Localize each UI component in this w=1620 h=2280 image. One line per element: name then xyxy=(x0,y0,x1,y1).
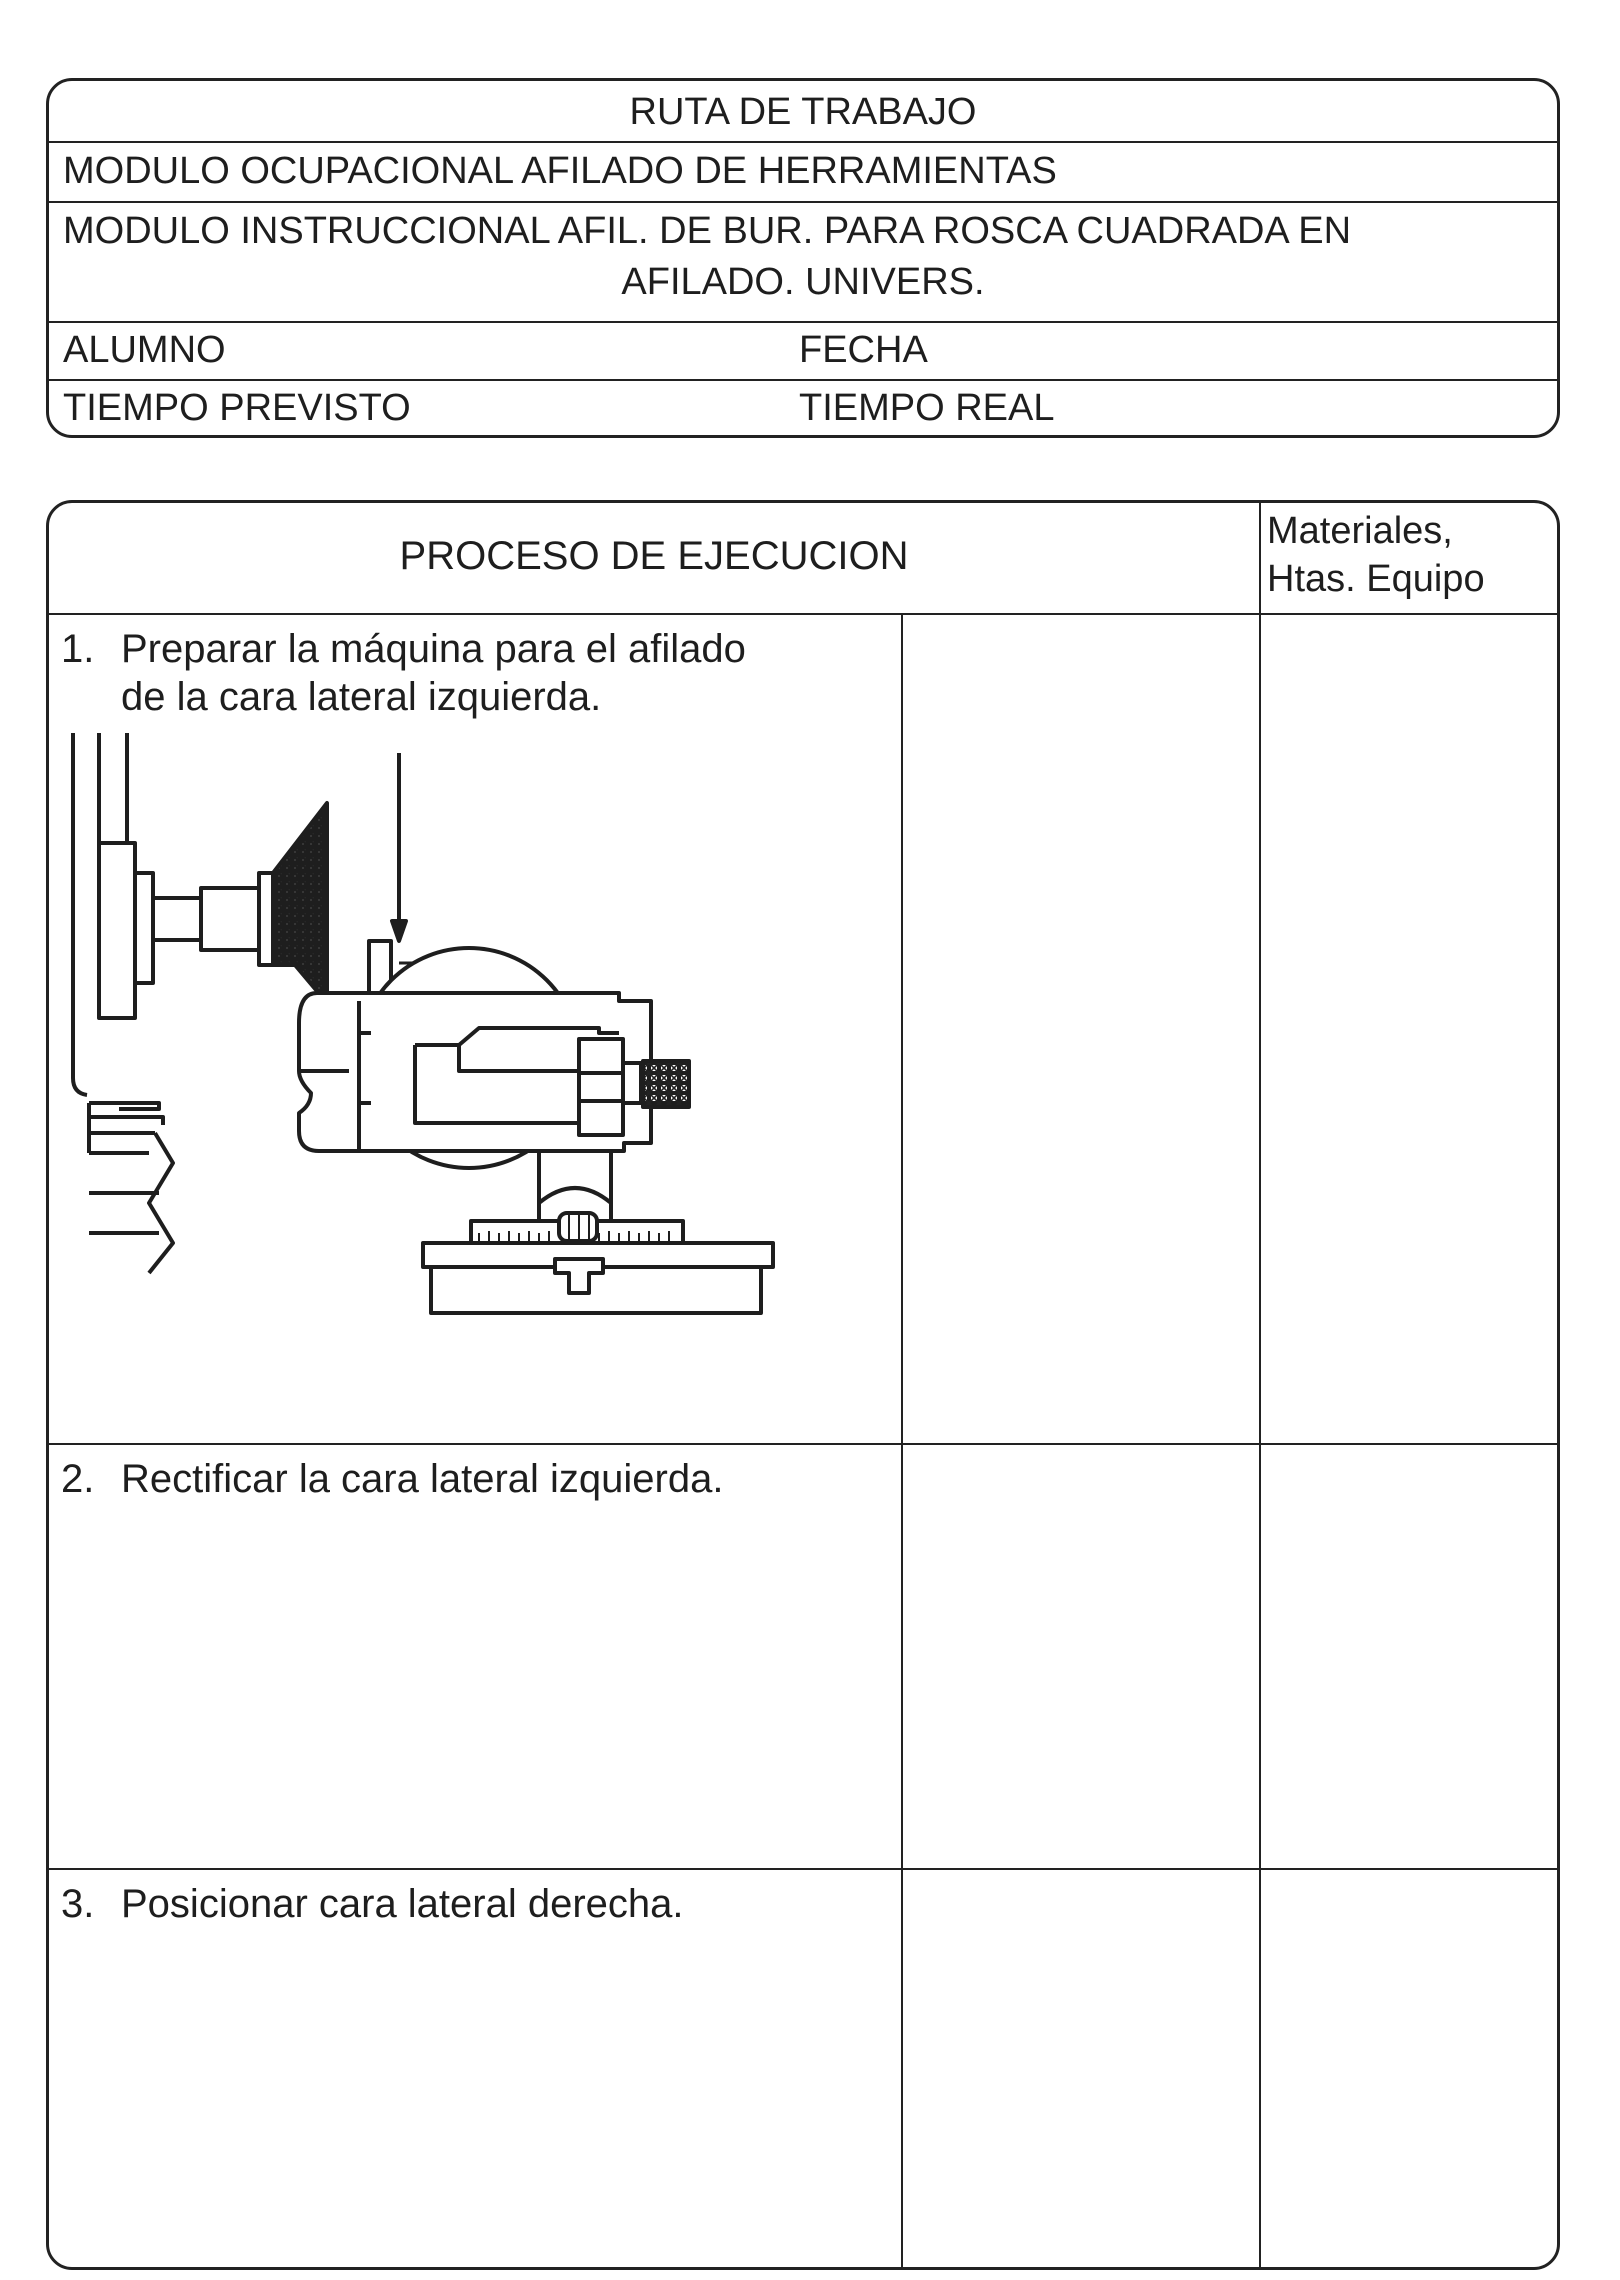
grinding-machine-diagram-icon xyxy=(59,733,899,1433)
column-divider-materials xyxy=(1259,503,1261,2267)
step-3-text: Posicionar cara lateral derecha. xyxy=(121,1882,684,1926)
modulo-ocupacional-label: MODULO OCUPACIONAL AFILADO DE HERRAMIENTAS xyxy=(63,150,1057,192)
materials-header-line1: Materiales, xyxy=(1267,510,1453,552)
tiempo-real-label: TIEMPO REAL xyxy=(799,387,1055,429)
header-divider xyxy=(49,613,1557,615)
step-3-number: 3. xyxy=(61,1882,95,1926)
step-2-text: Rectificar la cara lateral izquierda. xyxy=(121,1457,724,1501)
step-3 xyxy=(61,1880,684,1928)
tiempo-row xyxy=(49,379,1557,437)
process-table xyxy=(46,500,1560,2270)
step-1-text-line1: Preparar la máquina para el afilado xyxy=(121,627,746,671)
process-header: PROCESO DE EJECUCION xyxy=(399,534,909,578)
materials-header-line2: Htas. Equipo xyxy=(1267,558,1485,600)
step-2-number: 2. xyxy=(61,1457,95,1501)
step-1-line2: de la cara lateral izquierda. xyxy=(121,675,602,719)
fecha-label: FECHA xyxy=(799,329,928,371)
modulo-instruccional-line1: MODULO INSTRUCCIONAL AFIL. DE BUR. PARA ROSCA CUADRADA EN xyxy=(63,210,1352,252)
row-divider-1 xyxy=(49,1443,1557,1445)
step-2 xyxy=(61,1455,723,1503)
header-box xyxy=(46,78,1560,438)
modulo-ocupacional-row xyxy=(49,141,1557,203)
row-divider-2 xyxy=(49,1868,1557,1870)
modulo-instruccional-row xyxy=(49,201,1557,323)
modulo-instruccional-line2: AFILADO. UNIVERS. xyxy=(621,261,985,303)
page-title: RUTA DE TRABAJO xyxy=(629,91,977,133)
alumno-label: ALUMNO xyxy=(63,329,226,371)
tiempo-previsto-label: TIEMPO PREVISTO xyxy=(63,387,411,429)
title-row xyxy=(49,81,1557,143)
step-1-number: 1. xyxy=(61,627,95,671)
alumno-fecha-row xyxy=(49,321,1557,381)
column-divider-middle xyxy=(901,613,903,2267)
step-1 xyxy=(61,625,746,673)
